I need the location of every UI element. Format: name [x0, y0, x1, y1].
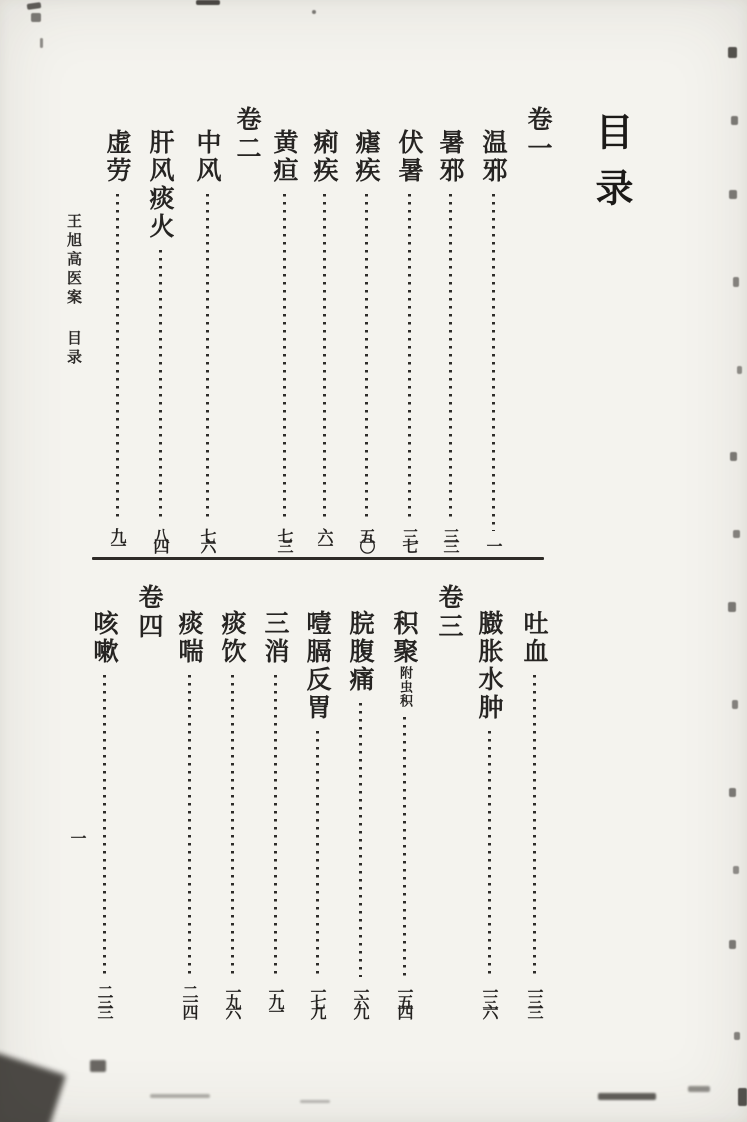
scan-artifact: [728, 47, 737, 58]
volume-heading: [131, 584, 167, 642]
leader-dots: [492, 194, 495, 531]
leader-dots: [283, 194, 286, 521]
entry-page-number: 一七九: [308, 984, 327, 1014]
scan-artifact: [729, 940, 736, 949]
section-divider-rule: [92, 557, 544, 560]
toc-entry: [344, 610, 376, 1014]
entry-title: 痰喘: [175, 610, 204, 666]
toc-entry: [101, 129, 133, 548]
scan-artifact: [31, 13, 41, 22]
scan-artifact: [729, 190, 737, 199]
volume-heading-label: 卷四: [135, 584, 164, 642]
scan-artifact: [732, 700, 738, 709]
entry-title: 痰饮: [218, 610, 247, 666]
entry-title: 伏暑: [395, 129, 424, 185]
toc-entry: [393, 129, 425, 548]
entry-title: 瘧疾: [352, 129, 381, 185]
entry-title: 肝风痰火: [146, 129, 175, 241]
running-title: [64, 213, 88, 368]
entry-page-number: 一九六: [223, 984, 242, 1014]
scan-artifact: [734, 1032, 740, 1040]
volume-heading-label: 卷二: [233, 106, 262, 164]
entry-page-number: 一三六: [480, 984, 499, 1014]
entry-title: 噎膈反胃: [303, 610, 332, 722]
toc-entry: [518, 610, 550, 1014]
toc-entry: [308, 129, 340, 548]
entry-title: 痢疾: [310, 129, 339, 185]
entry-title: 虚劳: [103, 129, 132, 185]
leader-dots: [316, 731, 319, 977]
toc-entry: [434, 129, 466, 548]
entry-page-number: 九一: [108, 528, 127, 548]
entry-page-number: 一三三: [525, 984, 544, 1014]
entry-page-number: 二三三: [95, 984, 114, 1014]
entry-page-number: 七三: [275, 528, 294, 548]
volume-heading: [431, 584, 467, 642]
scan-artifact: [300, 1100, 330, 1103]
entry-page-number: 五〇: [357, 528, 376, 548]
leader-dots: [449, 194, 452, 521]
toc-entry: [268, 129, 300, 548]
entry-title: 三消: [261, 610, 290, 666]
scan-artifact: [688, 1086, 710, 1092]
leader-dots: [274, 675, 277, 977]
toc-entry: [477, 129, 509, 548]
toc-entry: [88, 610, 120, 1014]
toc-entry: [301, 610, 333, 1014]
toc-entry: [216, 610, 248, 1014]
entry-title: 黄疸: [270, 129, 299, 185]
entry-title: 吐血: [520, 610, 549, 666]
toc-entry: [259, 610, 291, 1014]
scan-artifact: [733, 277, 739, 287]
toc-entry: [191, 129, 223, 548]
scan-artifact: [733, 866, 739, 874]
toc-entry: [350, 129, 382, 548]
toc-entry: [144, 129, 176, 548]
leader-dots: [403, 717, 406, 977]
entry-page-number: 六一: [315, 528, 334, 548]
scan-artifact: [729, 788, 736, 797]
entry-title: 积聚附虫积: [390, 610, 419, 708]
leader-dots: [359, 703, 362, 977]
entry-title: 咳嗽: [90, 610, 119, 666]
toc-entry: [388, 610, 420, 1014]
entry-page-number: 三七: [400, 528, 419, 548]
entry-page-number: 三三: [441, 528, 460, 548]
scan-artifact: [733, 530, 740, 538]
leader-dots: [533, 675, 536, 977]
volume-heading-label: 卷一: [524, 106, 553, 164]
page-title: 目录: [589, 112, 634, 224]
leader-dots: [323, 194, 326, 521]
running-title-book: 王旭高医案: [65, 213, 83, 308]
entry-page-number: 一: [484, 538, 503, 548]
scan-artifact: [312, 10, 316, 14]
leader-dots: [206, 194, 209, 521]
entry-page-number: 二一四: [180, 984, 199, 1014]
entry-title: 脘腹痛: [346, 610, 375, 694]
scan-artifact: [598, 1093, 656, 1100]
scan-artifact: [196, 0, 220, 5]
scan-artifact: [150, 1094, 210, 1098]
entry-page-number: 一五四: [395, 984, 414, 1014]
entry-page-number: 一九一: [266, 984, 285, 1014]
scan-artifact: [90, 1060, 106, 1072]
leader-dots: [188, 675, 191, 977]
scan-artifact: [738, 1088, 747, 1106]
entry-title: 暑邪: [436, 129, 465, 185]
volume-heading-label: 卷三: [435, 584, 464, 642]
folio-number: 一: [68, 830, 87, 846]
leader-dots: [159, 250, 162, 521]
scan-artifact: [0, 1052, 66, 1122]
entry-annotation: 附虫积: [397, 666, 412, 708]
scan-artifact: [27, 2, 42, 10]
scan-artifact: [728, 602, 736, 612]
entry-page-number: 一六九: [351, 984, 370, 1014]
toc-entry: [173, 610, 205, 1014]
leader-dots: [365, 194, 368, 521]
entry-title: 中风: [193, 129, 222, 185]
scan-artifact: [737, 366, 742, 374]
leader-dots: [408, 194, 411, 521]
leader-dots: [116, 194, 119, 521]
leader-dots: [231, 675, 234, 977]
scan-artifact: [730, 452, 737, 461]
leader-dots: [103, 675, 106, 977]
entry-page-number: 八四: [151, 528, 170, 548]
scan-artifact: [40, 38, 43, 48]
leader-dots: [488, 731, 491, 977]
entry-title: 臌胀水肿: [475, 610, 504, 722]
scan-artifact: [731, 116, 738, 125]
volume-heading: [520, 106, 556, 164]
entry-page-number: 七六: [198, 528, 217, 548]
volume-heading: [229, 106, 265, 164]
entry-title: 温邪: [479, 129, 508, 185]
running-title-section: 目录: [65, 330, 83, 368]
toc-entry: [473, 610, 505, 1014]
